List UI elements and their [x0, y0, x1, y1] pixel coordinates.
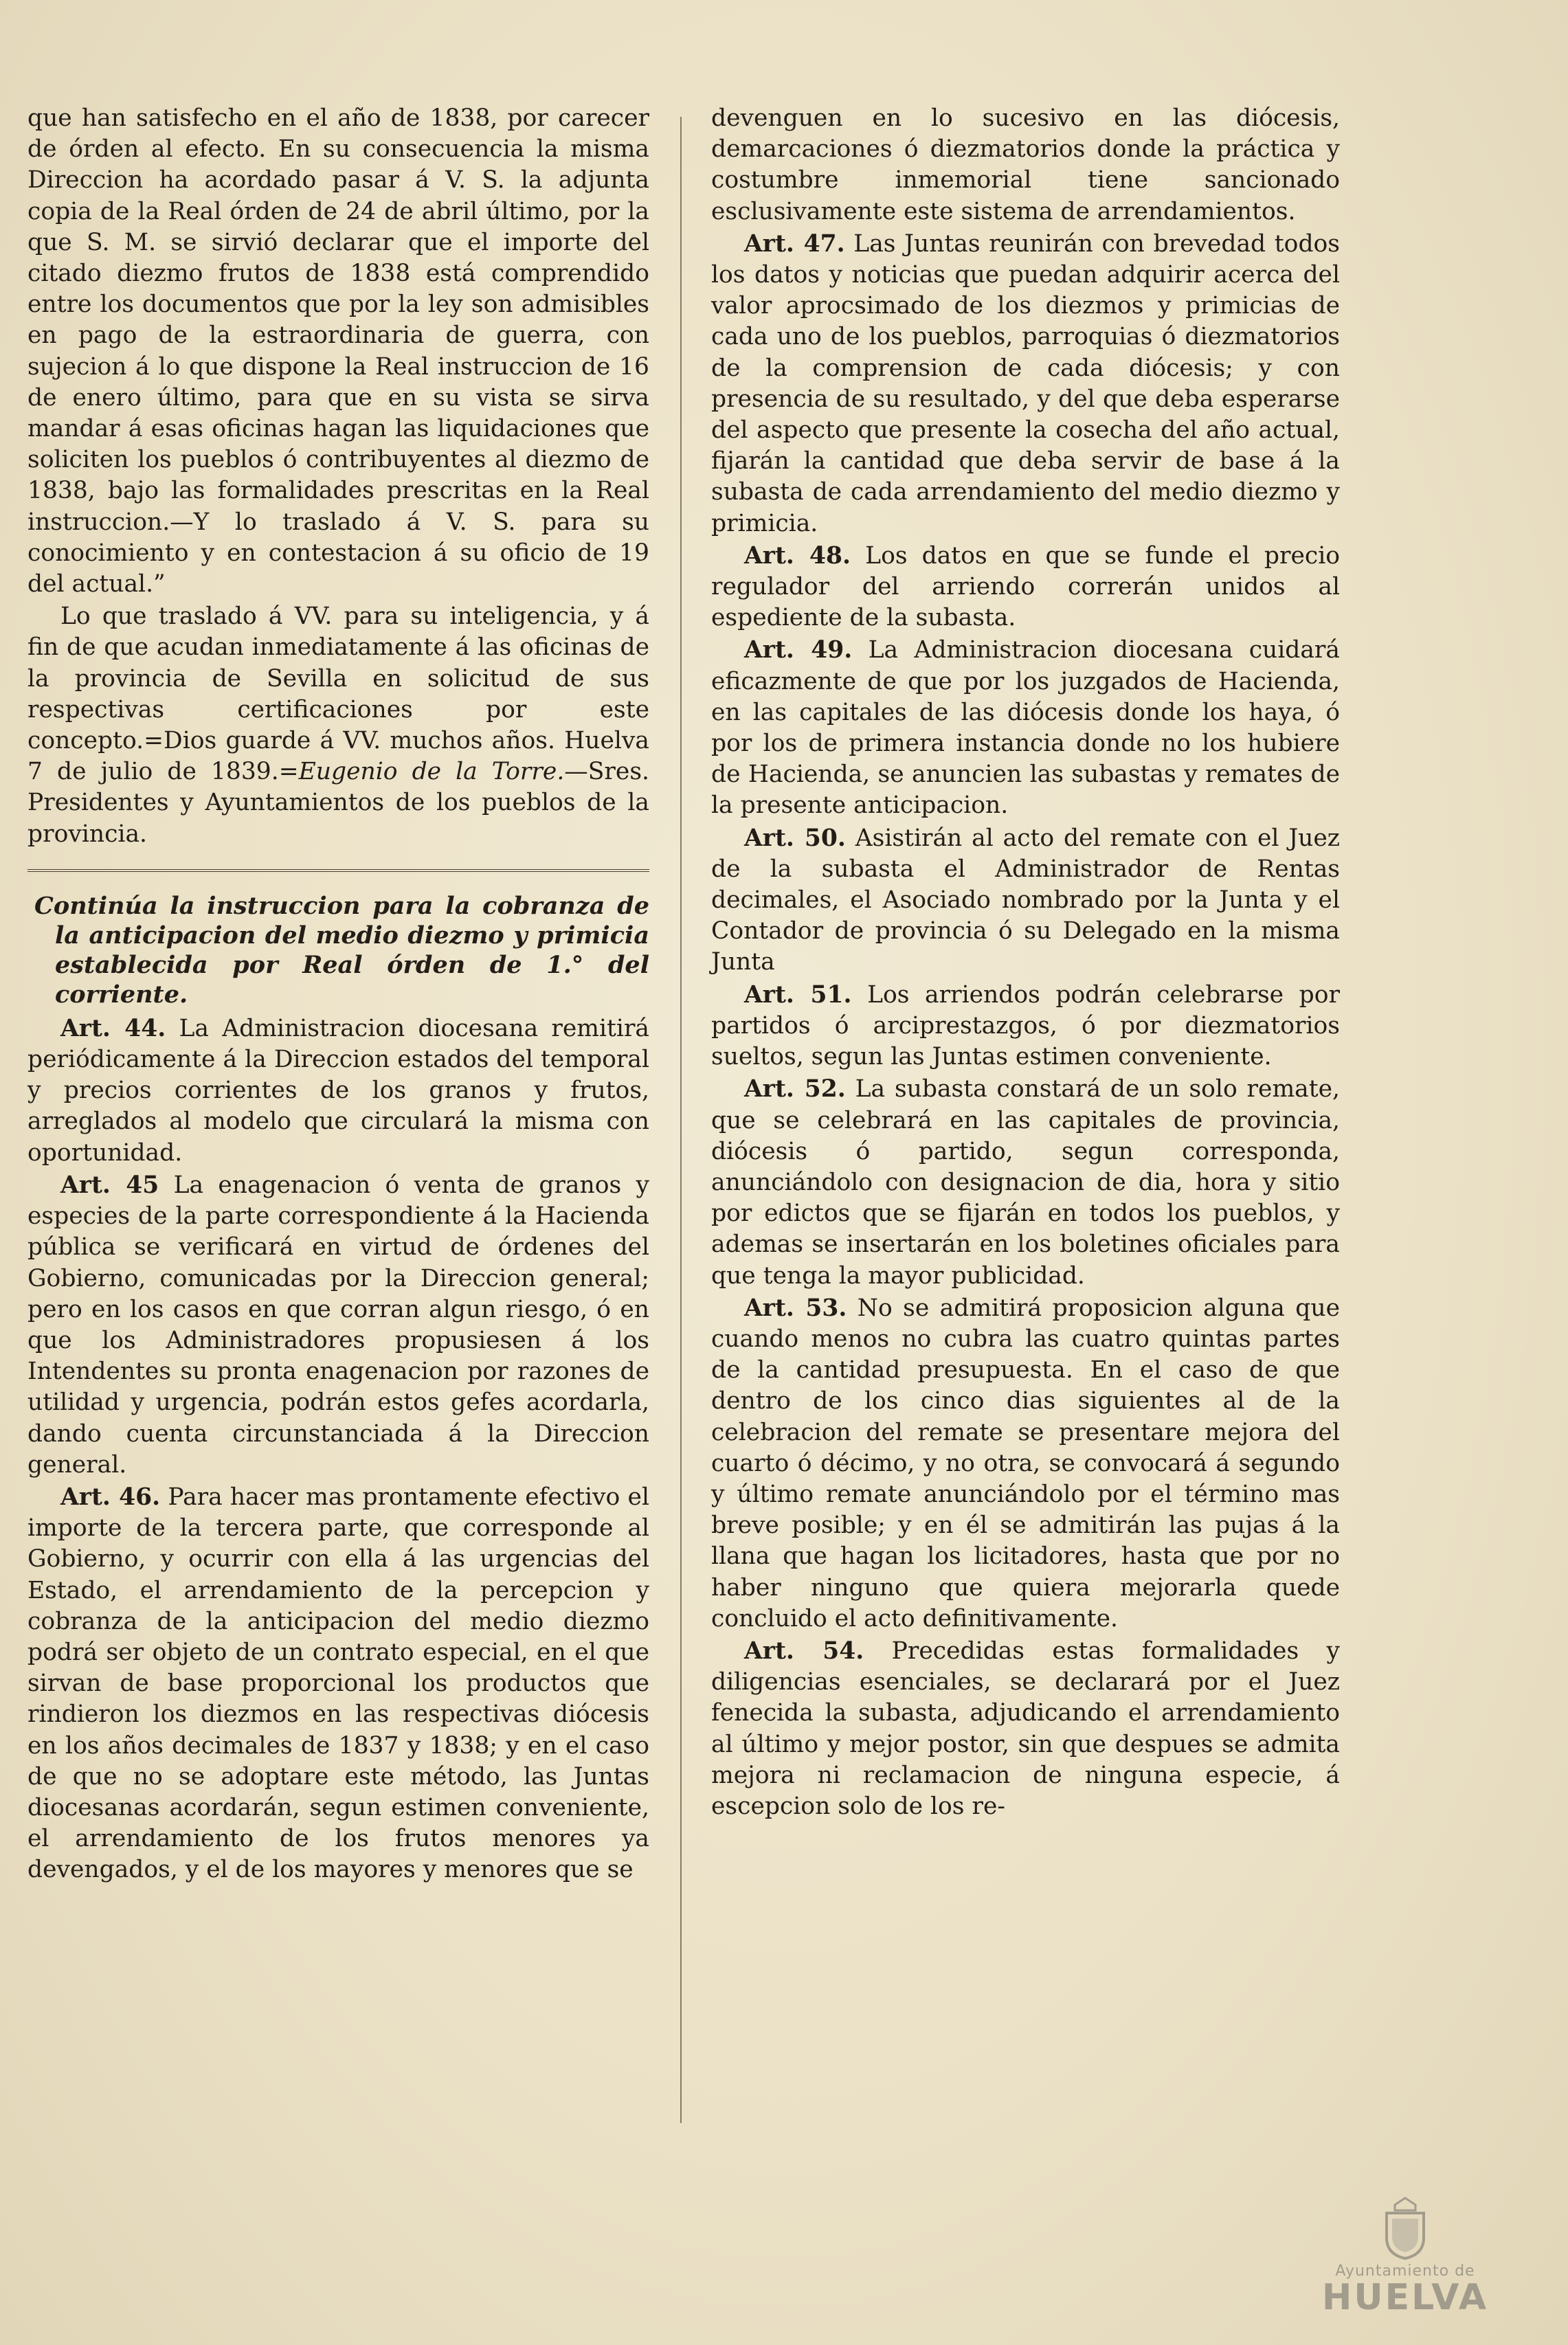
article-44: [27, 1013, 649, 1169]
signature: Eugenio de la Torre.: [298, 758, 565, 786]
huelva-watermark: [1275, 2195, 1536, 2326]
article-label: Art. 51.: [744, 980, 852, 1009]
article-50: [711, 823, 1340, 978]
article-label: Art. 44.: [60, 1014, 166, 1042]
article-label: Art. 53.: [744, 1294, 847, 1322]
traslado-text: Lo que traslado á VV. para su inteligencia, y á fin de que acudan inmediatamente á las oficinas de la provincia de Sevilla en solicitud de sus respectivas certificaciones por este concepto.=Dios guarde á VV. muchos años. Huelva 7 de julio de 1839.=: [27, 603, 649, 786]
watermark-city: HUELVA: [1321, 2277, 1489, 2318]
article-46: [27, 1482, 649, 1886]
article-text: Asistirán al acto del remate con el Juez de la subasta el Administrador de Rentas decimales, el Asociado nombrado por la Junta y el Contador de provincia ó su Delegado en la misma Junta: [711, 824, 1340, 976]
article-49: [711, 635, 1340, 821]
article-text: Precedidas estas formalidades y diligencias esenciales, se declarará por el Juez fenecida la subasta, adjudicando el arrendamiento al último y mejor postor, sin que despues se admita mejora ni reclamacion de ninguna especie, á escepcion solo de los re-: [711, 1637, 1340, 1820]
article-text: Los arriendos podrán celebrarse por partidos ó arciprestazgos, ó por diezmatorios sueltos, segun las Juntas estimen conveniente.: [711, 980, 1340, 1071]
article-53: [711, 1293, 1340, 1635]
article-text: La enagenacion ó venta de granos y especies de la parte correspondiente á la Hacienda pública se verificará en virtud de órdenes del Gobierno, comunicadas por la Direccion general; pero en los casos en que corran algun riesgo, ó en que los Administradores propusiesen á los Intendentes su pronta enagenacion por razones de utilidad y urgencia, podrán estos gefes acordarla, dando cuenta circunstanciada á la Direccion general.: [27, 1171, 649, 1479]
article-text: La subasta constará de un solo remate, que se celebrará en las capitales de provincia, diócesis ó partido, segun corresponda, anunciándolo con designacion de dia, hora y sitio por edictos que se fijarán en todos los pueblos, y ademas se insertarán en los boletines oficiales para que tenga la mayor publicidad.: [711, 1075, 1340, 1290]
article-48: [711, 541, 1340, 634]
article-54: [711, 1636, 1340, 1822]
article-label: Art. 54.: [744, 1637, 864, 1665]
article-label: Art. 45: [60, 1171, 159, 1199]
left-column: [27, 103, 649, 1886]
coat-of-arms-icon: [1374, 2195, 1436, 2261]
article-text: La Administracion diocesana remitirá periódicamente á la Direccion estados del temporal y precios corrientes de los granos y frutos, arreglados al modelo que circulará la misma con oportunidad.: [27, 1014, 649, 1167]
right-column: [711, 103, 1340, 1822]
traslado-tail: —Sres. Presidentes y Ayuntamientos de los pueblos de la provincia.: [27, 758, 650, 848]
article-45: [27, 1170, 649, 1481]
article-51: [711, 980, 1340, 1073]
article-label: Art. 50.: [744, 824, 846, 852]
article-label: Art. 52.: [744, 1075, 846, 1103]
article-text: Los datos en que se funde el precio regulador del arriendo correrán unidos al espediente de la subasta.: [711, 541, 1341, 632]
paragraph-traslado: [27, 601, 649, 850]
watermark-label: Ayuntamiento de: [1335, 2263, 1475, 2280]
article-label: Art. 49.: [744, 636, 853, 664]
article-52: [711, 1074, 1340, 1291]
paragraph-continuation: devenguen en lo sucesivo en las diócesis, demarcaciones ó diezmatorios donde la práctica y costumbre inmemorial tiene sancionado esclusivamente este sistema de arrendamientos.: [711, 104, 1340, 225]
column-divider: [680, 117, 682, 2123]
paragraph-letter-body: que han satisfecho en el año de 1838, por carecer de órden al efecto. En su consecuencia la misma Direccion ha acordado pasar á V. S. la adjunta copia de la Real órden de 24 de abril último, por la que S. M. se sirvió declarar que el importe del citado diezmo frutos de 1838 está comprendido entre los documentos que por la ley son admisibles en pago de la estraordinaria de guerra, con sujecion á lo que dispone la Real instruccion de 16 de enero último, para que en su vista se sirva mandar á esas oficinas hagan las liquidaciones que soliciten los pueblos ó contribuyentes al diezmo de 1838, bajo las formalidades prescritas en la Real instruccion.—Y lo traslado á V. S. para su conocimiento y en contestacion á su oficio de 19 del actual.”: [27, 104, 649, 598]
article-text: La Administracion diocesana cuidará eficazmente de que por los juzgados de Hacienda, en las capitales de las diócesis donde los haya, ó por los de primera instancia donde no los hubiere de Hacienda, se anuncien las subastas y remates de la presente anticipacion.: [711, 636, 1340, 820]
article-47: [711, 229, 1340, 539]
article-label: Art. 47.: [744, 229, 845, 258]
article-label: Art. 46.: [60, 1483, 161, 1511]
section-separator: [27, 869, 649, 872]
article-text: Las Juntas reunirán con brevedad todos los datos y noticias que puedan adquirir acerca del valor aprocsimado de los diezmos y primicias de cada uno de los pueblos, parroquias ó diezmatorios de la comprension de cada diócesis; y con presencia de su resultado, y del que deba esperarse del aspecto que presente la cosecha del año actual, fijarán la cantidad que deba servir de base á la subasta de cada arrendamiento del medio diezmo y primicia.: [711, 229, 1340, 537]
article-label: Art. 48.: [744, 541, 851, 570]
article-text: No se admitirá proposicion alguna que cuando menos no cubra las cuatro quintas partes de la cantidad presupuesta. En el caso de que dentro de los cinco dias siguientes al de la celebracion del remate se presentare mejora del cuarto ó décimo, y no otra, se convocará á segundo y último remate anunciándolo por el término mas breve posible; y en él se admitirán las pujas á la llana que hagan los licitadores, hasta que por no haber ninguno que quiera mejorarla quede concluido el acto definitivamente.: [711, 1294, 1340, 1632]
section-heading: Continúa la instruccion para la cobranza de la anticipacion del medio diezmo y primicia establecida por Real órden de 1.° del corriente.: [34, 891, 649, 1009]
article-text: Para hacer mas prontamente efectivo el importe de la tercera parte, que corresponde al Gobierno, y ocurrir con ella á las urgencias del Estado, el arrendamiento de la percepcion y cobranza de la anticipacion del medio diezmo podrá ser objeto de un contrato especial, en el que sirvan de base proporcional los productos que rindieron los diezmos en las respectivas diócesis en los años decimales de 1837 y 1838; y en el caso de que no se adoptare este método, las Juntas diocesanas acordarán, segun estimen conveniente, el arrendamiento de los frutos menores ya devengados, y el de los mayores y menores que se: [27, 1483, 649, 1884]
